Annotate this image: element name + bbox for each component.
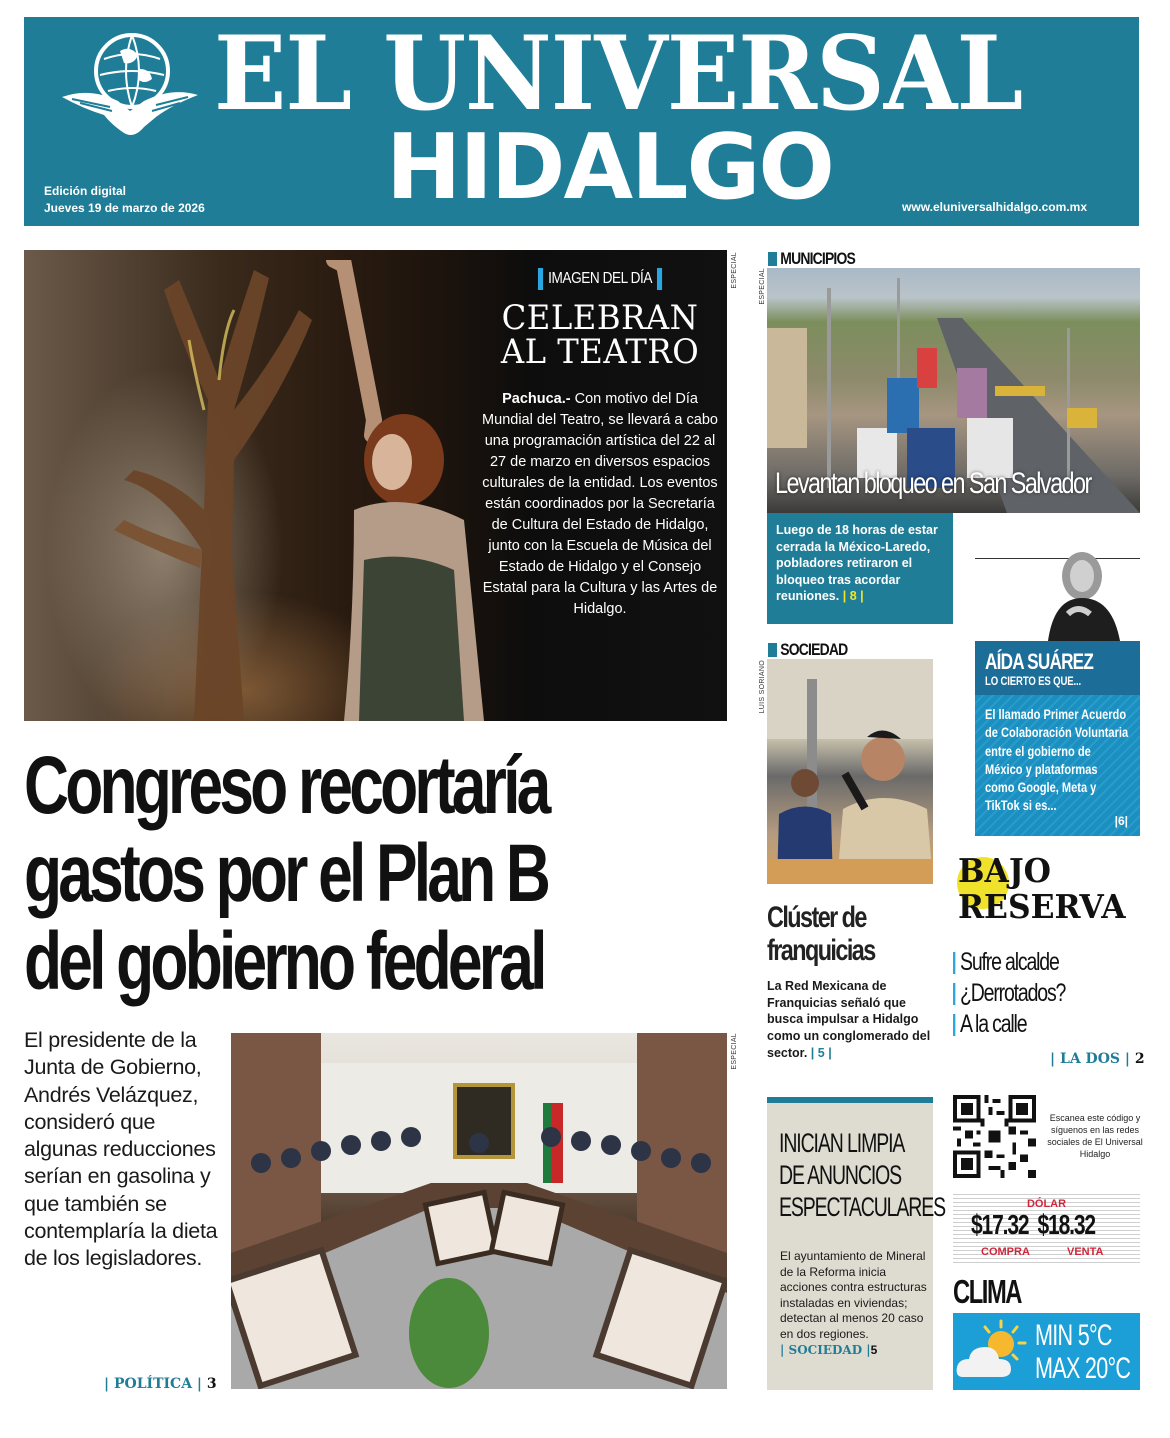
- columnist-excerpt-area: [975, 695, 1140, 836]
- kicker-bar-right: [657, 268, 662, 290]
- limpia-headline-line-1: INICIAN LIMPIA: [779, 1128, 905, 1158]
- item-bar-icon: [953, 952, 955, 974]
- feature-title-line-2: AL TEATRO: [500, 332, 700, 372]
- photo-credit-sociedad: LUIS SORIANO: [759, 660, 766, 714]
- bajo-reserva-title-line-2: RESERVA: [958, 887, 1126, 926]
- section-label-text: SOCIEDAD: [780, 640, 848, 659]
- sociedad-body: [767, 978, 937, 1062]
- headline-line-2: gastos por el Plan B: [24, 828, 548, 919]
- bajo-reserva-section-ref[interactable]: | LA DOS | 2: [1050, 1051, 1145, 1067]
- edition-info: [44, 183, 205, 217]
- muni-summary-text: Luego de 18 horas de estar cerrada la México-Laredo, pobladores retiraron el bloqueo tras acordar reuniones.: [776, 523, 938, 603]
- bajo-reserva-item[interactable]: ¿Derrotados?: [953, 978, 1065, 1009]
- bajo-reserva-title[interactable]: [958, 853, 1126, 925]
- page-number: 2: [1134, 1051, 1145, 1067]
- section-name: LA DOS: [1059, 1051, 1120, 1067]
- sociedad-body-text: La Red Mexicana de Franquicias señaló que busca impulsar a Hidalgo como un conglomerado del sector.: [767, 979, 931, 1060]
- edition-label: Edición digital: [44, 184, 127, 198]
- item-bar-icon: [953, 1014, 955, 1036]
- sociedad-headline-line-1: Clúster de: [767, 901, 866, 934]
- weather-box: [953, 1313, 1140, 1390]
- columnist-header: [975, 641, 1140, 695]
- bajo-reserva-item[interactable]: A la calle: [953, 1009, 1065, 1040]
- limpia-body: [780, 1249, 928, 1358]
- press-conference-illustration: [767, 659, 933, 884]
- qr-code-icon[interactable]: [953, 1095, 1036, 1178]
- photo-credit-main: ESPECIAL: [731, 1033, 738, 1070]
- dollar-sell-label: VENTA: [1067, 1246, 1104, 1258]
- section-square-icon: [768, 643, 777, 657]
- limpia-headline: [779, 1127, 945, 1223]
- edition-date: Jueves 19 de marzo de 2026: [44, 201, 205, 215]
- dollar-label: DÓLAR: [1026, 1198, 1067, 1210]
- qr-instruction-text: Escanea este código y síguenos en las redes sociales de El Universal Hidalgo: [1047, 1113, 1143, 1159]
- columnist-page-ref: |6|: [1114, 813, 1128, 828]
- limpia-headline-line-2: DE ANUNCIOS: [779, 1160, 902, 1190]
- partly-cloudy-icon: [955, 1317, 1031, 1387]
- headline-line-1: Congreso recortaría: [24, 740, 548, 831]
- masthead-subtitle: HIDALGO: [386, 115, 833, 220]
- item-bar-icon: [953, 983, 955, 1005]
- weather-min: MIN 5°C: [1035, 1319, 1112, 1352]
- bajo-reserva-title-line-1: BAJO: [958, 851, 1051, 890]
- limpia-body-text: El ayuntamiento de Mineral de la Reforma inicia acciones contra estructuras instaladas en viviendas; detectan al menos 20 caso en dos regiones.: [780, 1249, 927, 1341]
- limpia-section-ref: | SOCIEDAD |: [780, 1342, 871, 1357]
- section-label-text: MUNICIPIOS: [780, 249, 855, 268]
- columnist-excerpt: El llamado Primer Acuerdo de Colaboración Voluntaria entre el gobierno de México y plataformas como Google, Meta y TikTok si es...: [985, 707, 1129, 814]
- sociedad-headline[interactable]: [767, 901, 875, 967]
- photo-credit-feature: ESPECIAL: [731, 252, 738, 289]
- kicker-bar-left: [538, 268, 543, 290]
- globe-eagle-logo-icon: [60, 29, 200, 144]
- main-headline[interactable]: [24, 742, 571, 1006]
- feature-image-of-the-day[interactable]: [24, 250, 727, 721]
- franchise-press-photo[interactable]: [767, 659, 933, 884]
- municipios-summary-box[interactable]: [767, 513, 953, 624]
- dollar-buy-label: COMPRA: [981, 1246, 1030, 1258]
- weather-temperatures: [1035, 1319, 1130, 1385]
- column-title: LO CIERTO ES QUE...: [985, 674, 1081, 688]
- masthead: [24, 14, 1139, 226]
- section-label-sociedad: [768, 640, 847, 660]
- weather-title: CLIMA: [953, 1273, 1022, 1310]
- actress-figure-illustration: [314, 260, 494, 721]
- website-link[interactable]: www.eluniversalhidalgo.com.mx: [902, 200, 1087, 214]
- dollar-buy-value: $17.32: [971, 1209, 1029, 1240]
- feature-body-text: Con motivo del Día Mundial del Teatro, se llevará a cabo una programación artística del 22 al 27 de marzo en diversos espacios culturales de la entidad. Los eventos están coordinados por la Secretaría de Cultura del Estado de Hidalgo, junto con la Escuela de Música del Estado de Hidalgo y el Consejo Estatal para la Cultura y las Artes de Hidalgo.: [482, 391, 718, 617]
- main-story-section-ref[interactable]: | POLÍTICA | 3: [104, 1376, 217, 1392]
- feature-body: [480, 389, 720, 620]
- billboard-cleanup-story[interactable]: [767, 1097, 946, 1390]
- section-label-municipios: [768, 249, 855, 269]
- sociedad-page-ref: | 5 |: [810, 1045, 832, 1060]
- bajo-reserva-items: [953, 947, 1097, 1040]
- masthead-title: EL UNIVERSAL: [214, 14, 1023, 134]
- congress-meeting-photo[interactable]: [231, 1033, 727, 1389]
- muni-page-ref: | 8 |: [842, 589, 864, 603]
- main-story-lede: El presidente de la Junta de Gobierno, Andrés Velázquez, consideró que algunas reducciones serían en gasolina y que también se contemplaría la dieta de los legisladores.: [24, 1028, 218, 1271]
- limpia-headline-line-3: ESPECTACULARES: [779, 1192, 946, 1222]
- feature-dateline: Pachuca.-: [502, 391, 571, 407]
- kicker-label: IMAGEN DEL DÍA: [548, 270, 652, 287]
- headline-line-3: del gobierno federal: [24, 916, 544, 1007]
- limpia-page-number: 5: [870, 1342, 878, 1357]
- photo-credit-municipios: ESPECIAL: [759, 268, 766, 305]
- page-number: 3: [206, 1376, 217, 1392]
- feature-title: [486, 298, 714, 372]
- feature-kicker: [538, 268, 662, 290]
- feature-title-line-1: CELEBRAN: [501, 298, 699, 338]
- dollar-values: [971, 1209, 1095, 1241]
- highway-blockade-photo[interactable]: [767, 268, 1140, 513]
- tree-prop-illustration: [84, 250, 344, 721]
- section-name: POLÍTICA: [113, 1376, 193, 1392]
- columnist-name: AÍDA SUÁREZ: [985, 649, 1094, 674]
- muni-photo-caption: Levantan bloqueo en San Salvador: [775, 467, 1091, 500]
- feature-text-block: [480, 268, 720, 620]
- weather-max: MAX 20°C: [1035, 1352, 1131, 1385]
- bajo-reserva-item[interactable]: Sufre alcalde: [953, 947, 1065, 978]
- columnist-portrait: [1040, 548, 1122, 641]
- meeting-room-illustration: [231, 1033, 727, 1389]
- dollar-sell-value: $18.32: [1037, 1209, 1095, 1240]
- dollar-exchange-rate: [953, 1194, 1140, 1266]
- columnist-box[interactable]: [975, 641, 1140, 836]
- sociedad-headline-line-2: franquicias: [767, 934, 875, 967]
- section-square-icon: [768, 252, 777, 266]
